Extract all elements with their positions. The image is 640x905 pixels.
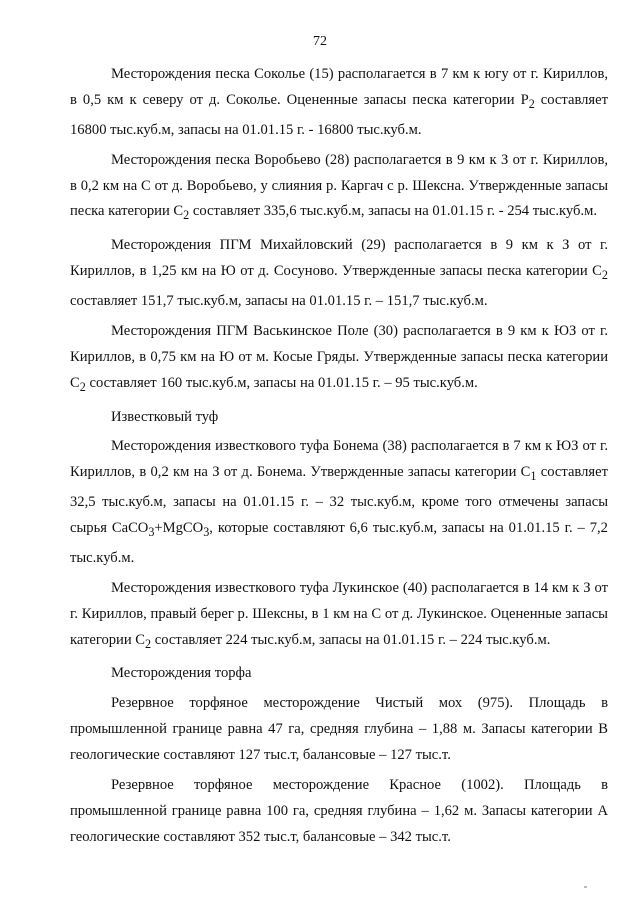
paragraph-text: Месторождения ПГМ Васькинское Поле (30) располагается в 9 км к ЮЗ от г. Кириллов, в 0,75 км на Ю от м. Косые Гряды. Утвержденные запасы песка категории С	[70, 322, 608, 391]
subscript: 3	[203, 524, 210, 539]
paragraph-chisty-mokh	[70, 691, 608, 769]
paragraph-text: составляет 335,6 тыс.куб.м, запасы на 01.01.15 г. - 254 тыс.куб.м.	[189, 203, 597, 220]
paragraph-mikhaylovsky	[70, 233, 608, 315]
paragraph-lukinskoe	[70, 576, 608, 658]
paragraph-text: составляет 16800 тыс.куб.м, запасы на 01.01.15 г. - 16800 тыс.куб.м.	[70, 91, 608, 138]
subscript: 1	[530, 469, 537, 484]
paragraph-text: Месторождения песка Воробьево (28) располагается в 9 км к З от г. Кириллов, в 0,2 км на С от д. Воробьево, у слияния р. Каргач с р. Шексна. Утвержденные запасы песка категории С	[70, 151, 608, 220]
subscript: 2	[145, 636, 152, 651]
subscript: 2	[528, 96, 535, 111]
paragraph-text: Месторождения известкового туфа Бонема (38) располагается в 7 км к ЮЗ от г. Кириллов, в 0,2 км на З от д. Бонема. Утвержденные запасы категории С	[70, 438, 608, 481]
page-number: 72	[313, 34, 327, 49]
paragraph-text: составляет 160 тыс.куб.м, запасы на 01.01.15 г. – 95 тыс.куб.м.	[85, 374, 478, 391]
paragraph-text: Месторождения песка Сокольe (15) располагается в 7 км к югу от г. Кириллов, в 0,5 км к северу от д. Соколье. Оцененные запасы песка категории P	[70, 66, 608, 108]
subscript: 2	[79, 379, 86, 394]
scan-speck	[584, 886, 587, 888]
paragraph-text: Месторождения ПГМ Михайловский (29) располагается в 9 км к З от г. Кириллов, в 1,25 км на Ю от д. Сосуново. Утвержденные запасы песка категории С	[70, 237, 608, 280]
section-heading-peat: Месторождения торфа	[111, 665, 252, 682]
subscript: 2	[601, 268, 608, 283]
paragraph-text: составляет 32,5 тыс.куб.м, запасы на 01.01.15 г. – 32 тыс.куб.м, кроме того отмечены запасы сырья CaCO	[70, 464, 608, 537]
paragraph-text: , которые составляют 6,6 тыс.куб.м, запасы на 01.01.15 г. – 7,2 тыс.куб.м.	[70, 520, 608, 566]
paragraph-vaskinskoe-pole	[70, 319, 608, 401]
paragraph-text: составляет 224 тыс.куб.м, запасы на 01.01.15 г. – 224 тыс.куб.м.	[151, 631, 551, 648]
paragraph-text: Резервное торфяное месторождение Красное (1002). Площадь в промышленной границе равна 100 га, средняя глубина – 1,62 м. Запасы категории А геологические составляют 352 тыс.т, балансовые – 342 тыс.т.	[70, 777, 608, 845]
paragraph-sokolye	[70, 62, 608, 144]
paragraph-text: Месторождения известкового туфа Лукинское (40) располагается в 14 км к З от г. Кириллов, правый берег р. Шексны, в 1 км на С от д. Лукинское. Оцененные запасы категории С	[70, 579, 608, 648]
subscript: 2	[183, 208, 190, 223]
section-heading-tuff: Известковый туф	[111, 408, 219, 425]
paragraph-text: +MgCO	[154, 520, 204, 537]
document-body	[70, 62, 608, 855]
paragraph-krasnoe	[70, 773, 608, 851]
subscript: 3	[148, 524, 155, 539]
paragraph-text: составляет 151,7 тыс.куб.м, запасы на 01.01.15 г. – 151,7 тыс.куб.м.	[70, 292, 488, 309]
paragraph-vorobyevo	[70, 148, 608, 230]
paragraph-bonema	[70, 434, 608, 571]
paragraph-text: Резервное торфяное месторождение Чистый мох (975). Площадь в промышленной границе равна 47 га, средняя глубина – 1,88 м. Запасы категории В геологические составляют 127 тыс.т, балансовые – 127 тыс.т.	[70, 695, 608, 764]
